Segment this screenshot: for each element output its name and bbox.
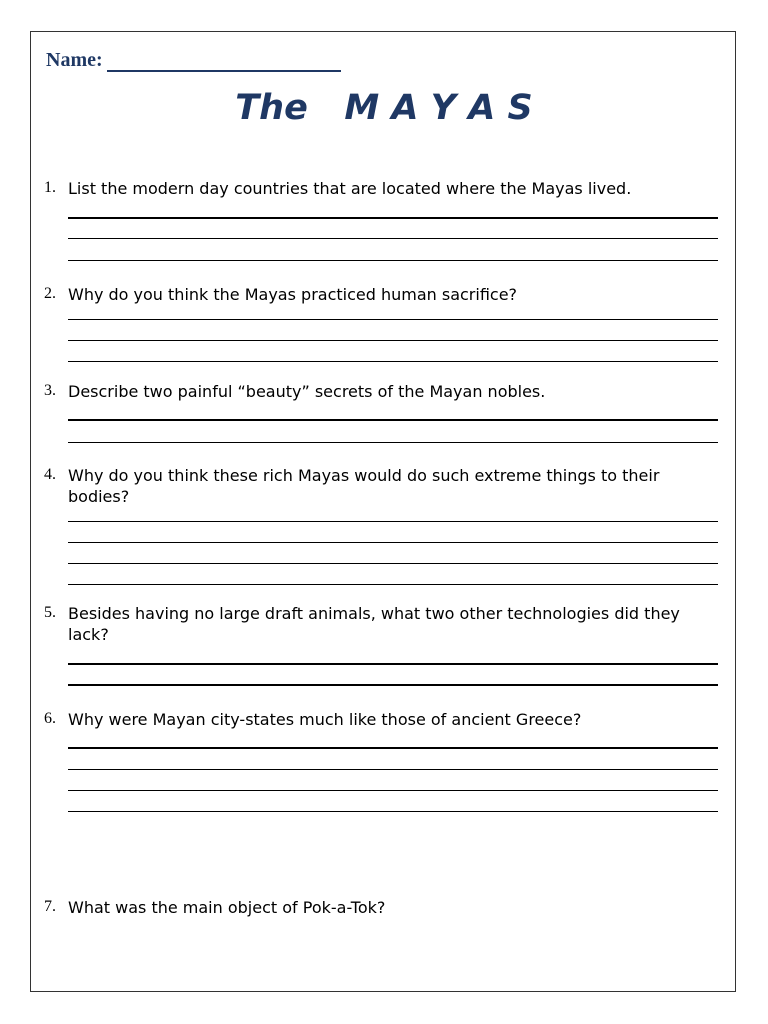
answer-line[interactable] <box>68 521 718 522</box>
question-number: 6. <box>44 710 56 727</box>
question-text: What was the main object of Pok-a-Tok? <box>68 898 386 917</box>
answer-line[interactable] <box>68 217 718 219</box>
answer-line[interactable] <box>68 542 718 543</box>
question-number: 4. <box>44 466 56 483</box>
question-text: Why do you think these rich Mayas would do such extreme things to their bodies? <box>68 466 660 506</box>
answer-line[interactable] <box>68 442 718 443</box>
question-text: Describe two painful “beauty” secrets of the Mayan nobles. <box>68 382 546 401</box>
answer-line[interactable] <box>68 419 718 421</box>
answer-line[interactable] <box>68 811 718 812</box>
answer-line[interactable] <box>68 747 718 749</box>
question-number: 5. <box>44 604 56 621</box>
question-number: 1. <box>44 179 56 196</box>
question-text: Why do you think the Mayas practiced human sacrifice? <box>68 285 518 304</box>
answer-line[interactable] <box>68 563 718 564</box>
name-label: Name: <box>46 49 103 71</box>
question-number: 7. <box>44 898 56 915</box>
question-5 <box>44 603 722 645</box>
answer-line[interactable] <box>68 584 718 585</box>
question-text: List the modern day countries that are located where the Mayas lived. <box>68 179 632 198</box>
answer-line[interactable] <box>68 238 718 239</box>
question-4 <box>44 465 722 507</box>
answer-line[interactable] <box>68 340 718 341</box>
worksheet-title: The M A Y A S <box>235 88 533 128</box>
name-field-row <box>46 49 341 72</box>
question-2 <box>44 284 722 305</box>
answer-line[interactable] <box>68 361 718 362</box>
answer-line[interactable] <box>68 663 718 665</box>
answer-line[interactable] <box>68 319 718 320</box>
question-3 <box>44 381 722 402</box>
answer-line[interactable] <box>68 769 718 770</box>
answer-line[interactable] <box>68 790 718 791</box>
question-text: Besides having no large draft animals, what two other technologies did they lack? <box>68 604 680 644</box>
question-text: Why were Mayan city-states much like those of ancient Greece? <box>68 710 582 729</box>
question-number: 3. <box>44 382 56 399</box>
question-6 <box>44 709 722 730</box>
question-1 <box>44 178 722 199</box>
question-7 <box>44 897 722 918</box>
answer-line[interactable] <box>68 684 718 686</box>
page-border <box>30 31 736 992</box>
name-blank[interactable] <box>107 52 341 72</box>
question-number: 2. <box>44 285 56 302</box>
answer-line[interactable] <box>68 260 718 261</box>
